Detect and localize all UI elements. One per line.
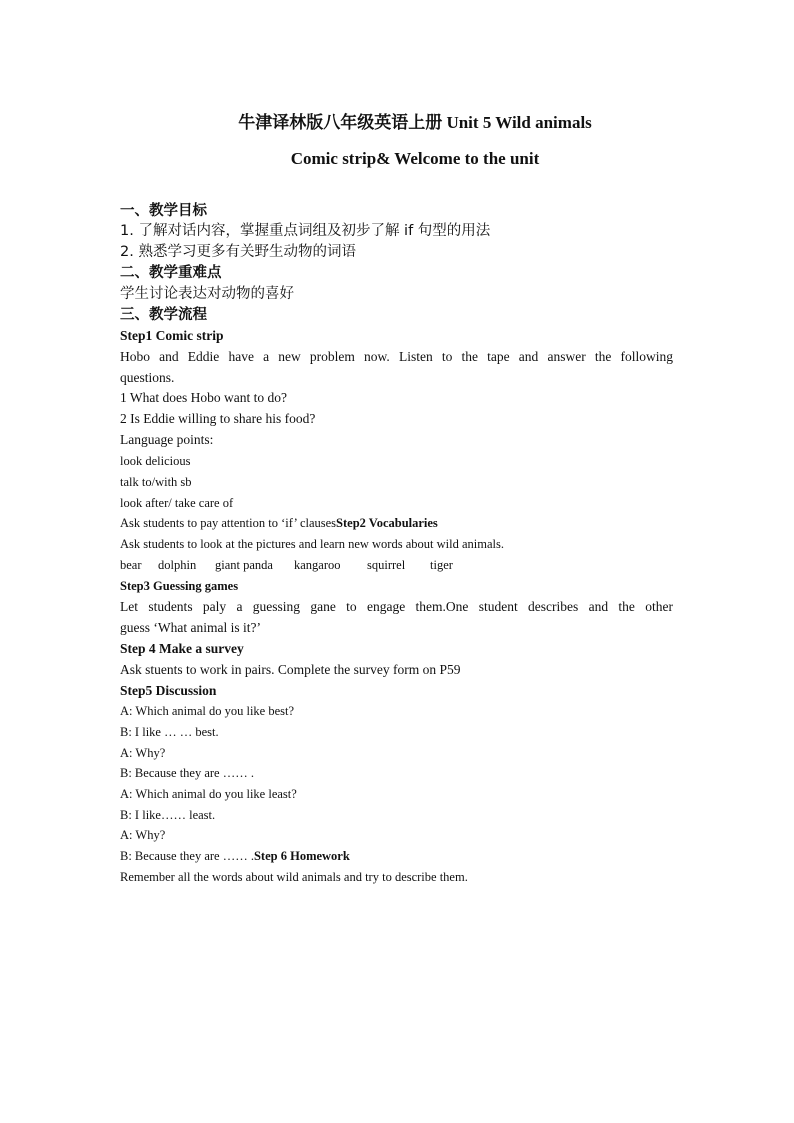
goal-item: 1. 了解对话内容，掌握重点词组及初步了解 if 句型的用法	[120, 223, 491, 239]
step2-text: Ask students to look at the pictures and learn new words about wild animals.	[120, 537, 504, 551]
step1-question: 2 Is Eddie willing to share his food?	[120, 411, 316, 426]
vocab-word: kangaroo	[294, 558, 341, 572]
dialogue-line: A: Which animal do you like best?	[120, 704, 295, 718]
step3-heading: Step3 Guessing games	[120, 579, 239, 593]
dialogue-line: A: Why?	[120, 828, 166, 842]
process-heading: 三、教学流程	[120, 307, 207, 323]
step6-heading: Step 6 Homework	[253, 849, 350, 863]
step4-heading: Step 4 Make a survey	[120, 641, 244, 656]
goals-heading: 一、教学目标	[120, 203, 207, 219]
dialogue-line: A: Which animal do you like least?	[120, 787, 297, 801]
vocab-word: giant panda	[215, 558, 273, 572]
vocab-word: bear	[120, 558, 142, 572]
step1-question: 1 What does Hobo want to do?	[120, 390, 287, 405]
step1-intro: Hobo and Eddie have a new problem now. Listen to the tape and answer the following	[120, 349, 673, 364]
vocab-word: dolphin	[158, 558, 197, 572]
step6-text: Remember all the words about wild animals and try to describe them.	[120, 870, 468, 884]
vocabulary-words	[120, 556, 453, 574]
language-point: look delicious	[120, 454, 191, 468]
language-point: look after/ take care of	[120, 496, 234, 510]
vocab-word: tiger	[430, 558, 453, 572]
step5-heading: Step5 Discussion	[120, 683, 217, 698]
dialogue-line: B: Because they are …… .	[120, 766, 254, 780]
document-subtitle: Comic strip& Welcome to the unit	[290, 149, 540, 168]
vocab-word: squirrel	[367, 558, 406, 572]
if-clause-note: Ask students to pay attention to ‘if’ clauses	[120, 516, 337, 530]
step3-text-cont: guess ‘What animal is it?’	[120, 620, 261, 635]
step1-heading: Step1 Comic strip	[120, 328, 224, 343]
step3-text: Let students paly a guessing gane to engage them.One student describes and the other	[120, 599, 673, 614]
key-point: 学生讨论表达对动物的喜好	[120, 286, 294, 302]
dialogue-line: B: Because they are …… .	[120, 849, 254, 863]
dialogue-line: A: Why?	[120, 746, 166, 760]
if-clause-line	[120, 514, 438, 532]
step2-heading: Step2 Vocabularies	[336, 516, 438, 530]
dialogue-homework-line	[120, 847, 350, 865]
step1-intro-cont: questions.	[120, 370, 175, 385]
goal-item: 2. 熟悉学习更多有关野生动物的词语	[120, 244, 356, 260]
step4-text: Ask stuents to work in pairs. Complete the survey form on P59	[120, 662, 461, 677]
language-points-label: Language points:	[120, 432, 214, 447]
dialogue-line: B: I like … … best.	[120, 725, 219, 739]
document-title: 牛津译林版八年级英语上册 Unit 5 Wild animals	[238, 113, 592, 132]
key-heading: 二、教学重难点	[120, 265, 222, 281]
dialogue-line: B: I like…… least.	[120, 808, 216, 822]
language-point: talk to/with sb	[120, 475, 192, 489]
